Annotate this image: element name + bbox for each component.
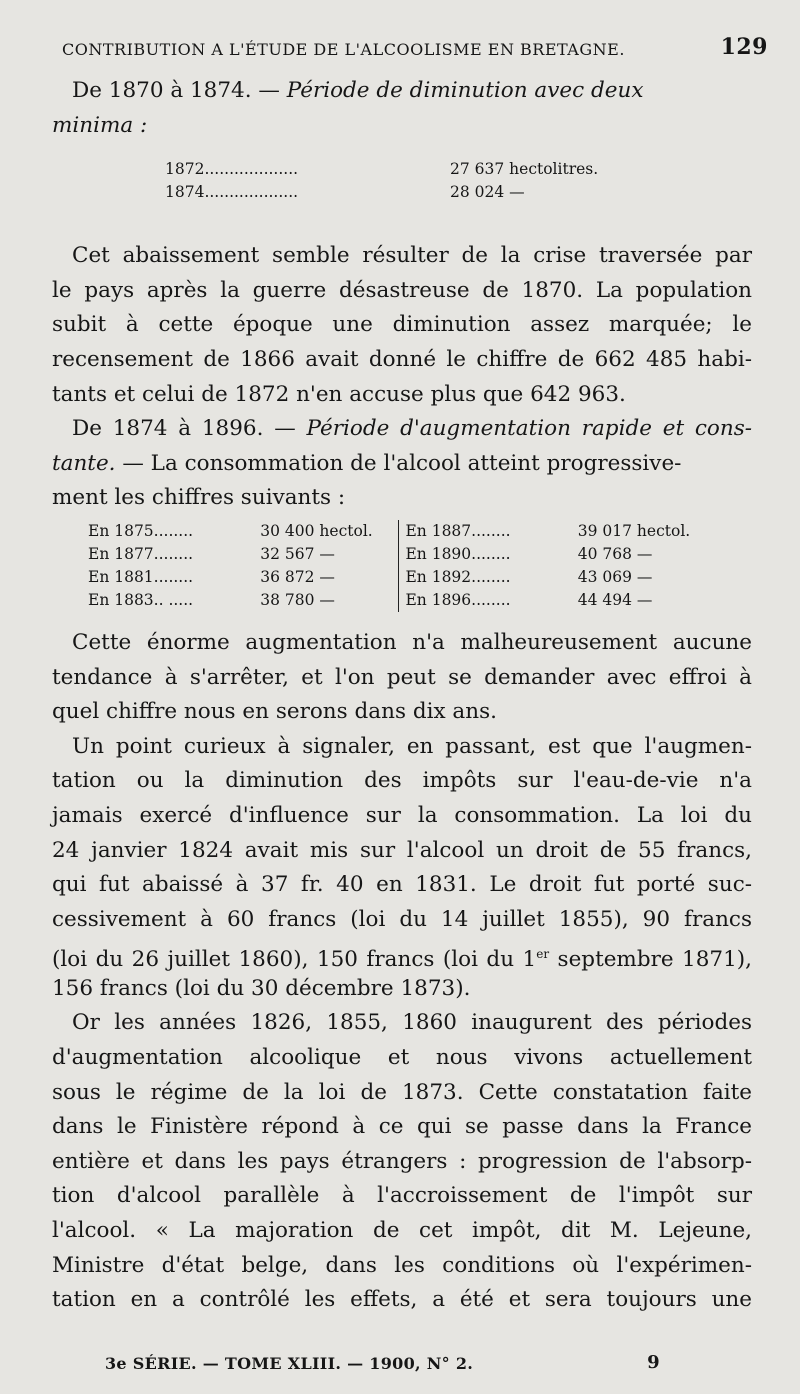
section-1-title: Période de diminution avec deux <box>286 78 644 103</box>
section-2-line-2 <box>52 447 752 482</box>
paragraph-3-line <box>52 937 752 972</box>
paragraph-1-line: subit à cette époque une diminution assez marquée; le <box>52 312 752 338</box>
paragraph-4-line: tation en a contrôlé les effets, a été et sera toujours une <box>52 1287 752 1313</box>
paragraph-1-line: recensement de 1866 avait donné le chiffre de 662 485 habi- <box>52 346 752 372</box>
paragraph-4-line: l'alcool. « La majoration de cet impôt, dit M. Lejeune, <box>52 1218 752 1244</box>
list-year: 1872................... <box>165 160 299 178</box>
table-cell-year: En 1881........ <box>88 568 194 586</box>
table-cell-year: En 1883.. ..... <box>88 591 194 609</box>
list-year: 1874................... <box>165 183 299 201</box>
table-cell-year: En 1896........ <box>399 589 578 612</box>
paragraph-4-line: Or les années 1826, 1855, 1860 inaugurent des périodes <box>72 1010 752 1036</box>
paragraph-3-line: jamais exercé d'influence sur la consommation. La loi du <box>52 802 752 828</box>
section-2-line-3: ment les chiffres suivants : <box>52 485 346 511</box>
paragraph-1-line: Cet abaissement semble résulter de la crise traversée par <box>72 243 752 269</box>
running-title: CONTRIBUTION A L'ÉTUDE DE L'ALCOOLISME EN BRETAGNE. <box>62 40 625 59</box>
section-heading-1 <box>52 74 752 109</box>
table-cell-year: En 1887........ <box>399 520 578 543</box>
section-heading-2 <box>52 412 752 447</box>
section-2-title-cont: tante. <box>52 450 116 476</box>
table-cell-year: En 1875........ <box>88 522 194 540</box>
table-cell-year: En 1877........ <box>88 545 194 563</box>
list-row <box>165 181 598 204</box>
paragraph-4-line: sous le régime de la loi de 1873. Cette constatation faite <box>52 1079 752 1105</box>
paragraph-3-line: 156 francs (loi du 30 décembre 1873). <box>52 975 471 1001</box>
section-2-dates: De 1874 à 1896. — <box>72 416 307 442</box>
consumption-list-1870-1874 <box>165 158 598 204</box>
paragraph-1-line: tants et celui de 1872 n'en accuse plus que 642 963. <box>52 381 626 407</box>
list-row <box>165 158 598 181</box>
page-footer <box>105 1354 660 1373</box>
paragraph-3-line: cessivement à 60 francs (loi du 14 juillet 1855), 90 francs <box>52 906 752 932</box>
paragraph-4-line: d'augmentation alcoolique et nous vivons actuellement <box>52 1045 752 1071</box>
table-row <box>88 589 718 612</box>
body-text <box>52 74 752 1318</box>
table-cell-value: 38 780 — <box>260 591 335 609</box>
paragraph-2-line: quel chiffre nous en serons dans dix ans. <box>52 699 497 725</box>
table-cell-value: 39 017 hectol. <box>577 522 691 540</box>
table-cell-value: 32 567 — <box>260 545 335 563</box>
section-1-dates: De 1870 à 1874. — <box>72 78 287 103</box>
table-row <box>88 543 718 566</box>
table-row <box>88 520 718 543</box>
list-value: 27 637 hectolitres. <box>450 160 599 178</box>
series-info: 3e SÉRIE. — TOME XLIII. — 1900, N° 2. <box>105 1354 474 1373</box>
paragraph-3-line: tation ou la diminution des impôts sur l'eau-de-vie n'a <box>52 768 752 794</box>
paragraph-2-line: tendance à s'arrêter, et l'on peut se demander avec effroi à <box>52 664 752 690</box>
signature-mark: 9 <box>647 1352 660 1373</box>
paragraph-2-line: Cette énorme augmentation n'a malheureusement aucune <box>72 629 752 655</box>
page-number: 129 <box>720 34 768 60</box>
section-2-title: Période d'augmentation rapide et cons- <box>306 416 753 442</box>
paragraph-4-line: tion d'alcool parallèle à l'accroissement de l'impôt sur <box>52 1183 752 1209</box>
section-1-title-cont: minima : <box>52 112 148 138</box>
paragraph-3-line: 24 janvier 1824 avait mis sur l'alcool un droit de 55 francs, <box>52 837 752 863</box>
paragraph-1-line: le pays après la guerre désastreuse de 1870. La population <box>52 277 752 303</box>
table-cell-value: 44 494 — <box>577 591 653 609</box>
paragraph-4-line: entière et dans les pays étrangers : progression de l'absorp- <box>52 1148 752 1174</box>
paragraph-4-line: Ministre d'état belge, dans les conditions où l'expérimen- <box>52 1252 752 1278</box>
superscript-er: er <box>536 947 550 962</box>
paragraph-3-line-7a: (loi du 26 juillet 1860), 150 francs (loi du 1 <box>52 947 537 973</box>
table-row <box>88 566 718 589</box>
running-head <box>62 34 768 60</box>
table-cell-value: 30 400 hectol. <box>260 522 373 540</box>
paragraph-3-line: Un point curieux à signaler, en passant, est que l'augmen- <box>72 733 752 759</box>
paragraph-3-line-7b: septembre 1871), <box>549 947 752 973</box>
table-cell-value: 43 069 — <box>577 568 653 586</box>
table-cell-value: 36 872 — <box>260 568 335 586</box>
section-2-text: — La consommation de l'alcool atteint progressive- <box>115 450 682 476</box>
table-cell-year: En 1892........ <box>399 566 578 589</box>
paragraph-4-line: dans le Finistère répond à ce qui se passe dans la France <box>52 1114 752 1140</box>
list-value: 28 024 — <box>450 183 525 201</box>
consumption-table-1875-1896 <box>88 520 718 612</box>
table-cell-year: En 1890........ <box>399 543 578 566</box>
paragraph-3-line: qui fut abaissé à 37 fr. 40 en 1831. Le droit fut porté suc- <box>52 872 752 898</box>
table-cell-value: 40 768 — <box>577 545 653 563</box>
